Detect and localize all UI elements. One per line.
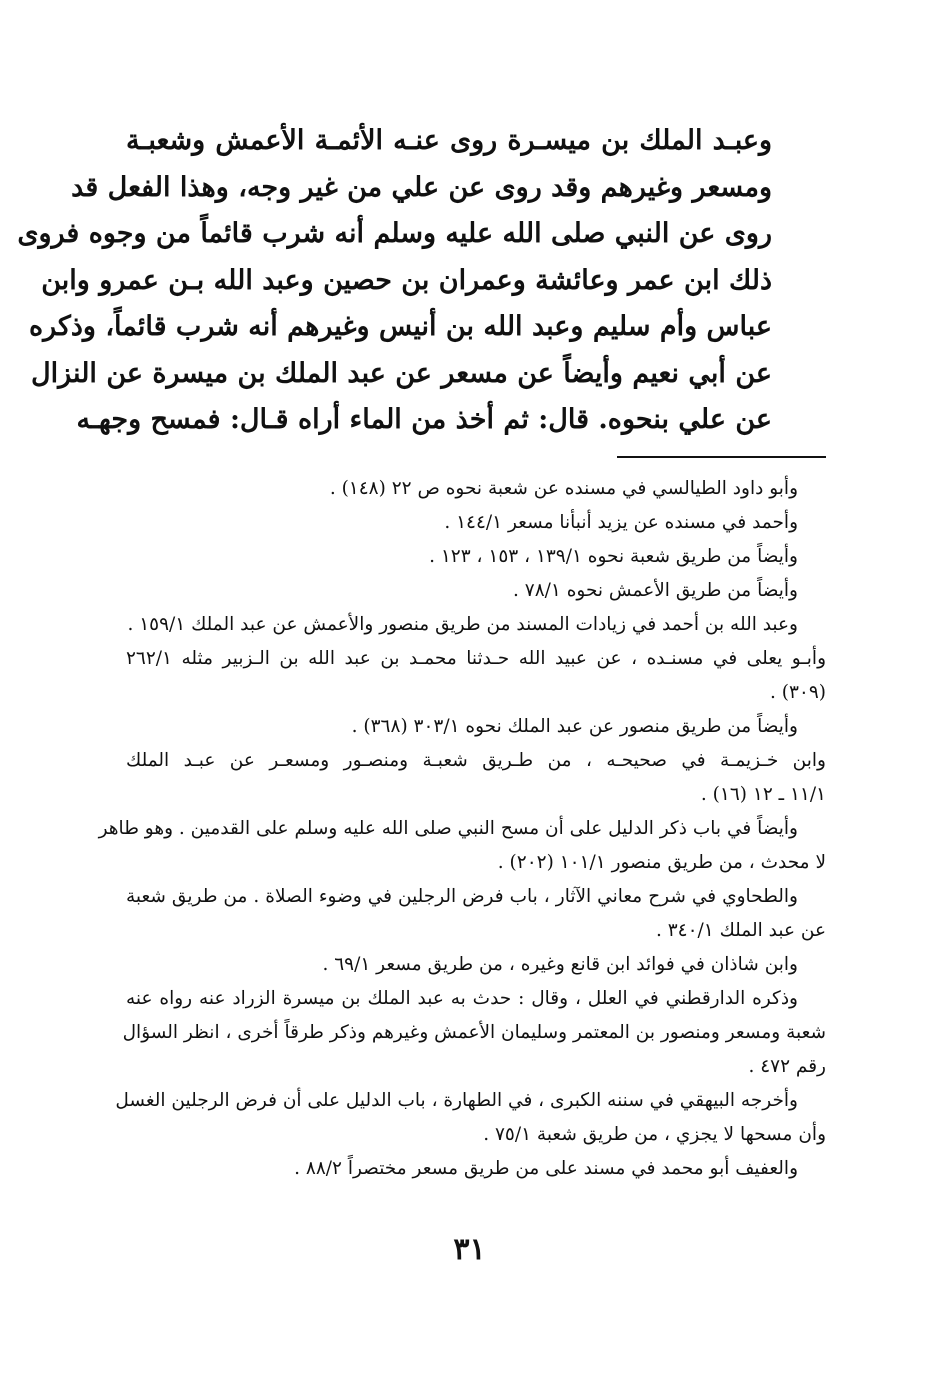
page-number: ٣١ xyxy=(453,1232,486,1267)
footnote-line: وعبد الله بن أحمد في زيادات المسند من طريق منصور والأعمش عن عبد الملك ١٥٩/١ . xyxy=(127,614,798,635)
main-text-line: روى عن النبي صلى الله عليه وسلم أنه شرب قائماً من وجوه فروى xyxy=(17,218,772,249)
main-text-line: عباس وأم سليم وعبد الله بن أنيس وغيرهم أنه شرب قائماً، وذكره xyxy=(28,311,772,342)
footnote-line: وأيضاً من طريق منصور عن عبد الملك نحوه ٣٠٣/١ (٣٦٨) . xyxy=(351,716,798,737)
footnote-line: رقم ٤٧٢ . xyxy=(748,1056,826,1077)
footnote-line: والطحاوي في شرح معاني الآثار ، باب فرض الرجلين في وضوء الصلاة . من طريق شعبة xyxy=(126,886,798,907)
footnote-line: وأخرجه البيهقي في سننه الكبرى ، في الطهارة ، باب الدليل على أن فرض الرجلين الغسل xyxy=(115,1090,798,1111)
footnote-line: لا محدث ، من طريق منصور ١٠١/١ (٢٠٢) . xyxy=(497,852,826,873)
footnote-line: شعبة ومسعر ومنصور بن المعتمر وسليمان الأعمش وغيرهم وذكر طرقاً أخرى ، انظر السؤال xyxy=(122,1022,826,1043)
footnote-line: وأبـو يعلى في مسنـده ، عن عبيد الله حـدثنا محمـد بن عبد الله بن الـزبير مثله ٢٦٢/١ xyxy=(126,648,826,669)
footnote-line: وأيضاً من طريق الأعمش نحوه ٧٨/١ . xyxy=(513,580,798,601)
footnote-divider xyxy=(617,456,826,458)
footnote-line: وابن شاذان في فوائد ابن قانع وغيره ، من طريق مسعر ٦٩/١ . xyxy=(322,954,798,975)
footnote-line: والعفيف أبو محمد في مسند على من طريق مسعر مختصراً ٨٨/٢ . xyxy=(294,1158,798,1179)
footnote-line: وأيضاً في باب ذكر الدليل على أن مسح النبي صلى الله عليه وسلم على القدمين . وهو طاهر xyxy=(98,818,798,839)
main-text-line: عن علي بنحوه. قال: ثم أخذ من الماء أراه قـال: فمسح وجهـه xyxy=(76,404,772,435)
main-text-line: ذلك ابن عمر وعائشة وعمران بن حصين وعبد الله بـن عمرو وابن xyxy=(41,264,772,296)
main-text-line: ومسعر وغيرهم وقد روى عن علي من غير وجه، وهذا الفعل قد xyxy=(71,171,772,203)
footnote-line: وأحمد في مسنده عن يزيد أنبأنا مسعر ١٤٤/١ . xyxy=(444,512,798,533)
footnote-line: ١١/١ ـ ١٢ (١٦) . xyxy=(700,784,826,805)
footnote-line: وابن خـزيمـة في صحيحـه ، من طـريق شعبـة ومنصـور ومسعـر عن عبـد الملك xyxy=(126,750,826,771)
footnotes-section xyxy=(98,472,826,1186)
main-text-line: عن أبي نعيم وأيضاً عن مسعر عن عبد الملك بن ميسرة عن النزال xyxy=(31,357,772,389)
footnote-line: وأن مسحها لا يجزي ، من طريق شعبة ٧٥/١ . xyxy=(483,1124,826,1145)
footnote-line: عن عبد الملك ٣٤٠/١ . xyxy=(655,920,826,941)
footnote-line: وأيضاً من طريق شعبة نحوه ١٣٩/١ ، ١٥٣ ، ١٢٣ . xyxy=(429,546,798,567)
footnote-line: وأبو داود الطيالسي في مسنده عن شعبة نحوه ص ٢٢ (١٤٨) . xyxy=(329,478,798,499)
main-text-line: وعبـد الملك بن ميسـرة روى عنـه الأئمـة الأعمش وشعبـة xyxy=(126,125,772,156)
footnote-line: (٣٠٩) . xyxy=(769,682,826,703)
main-body-text xyxy=(17,118,772,444)
footnote-line: وذكره الدارقطني في العلل ، وقال : حدث به عبد الملك بن ميسرة الزراد عنه رواه عنه xyxy=(126,988,798,1009)
